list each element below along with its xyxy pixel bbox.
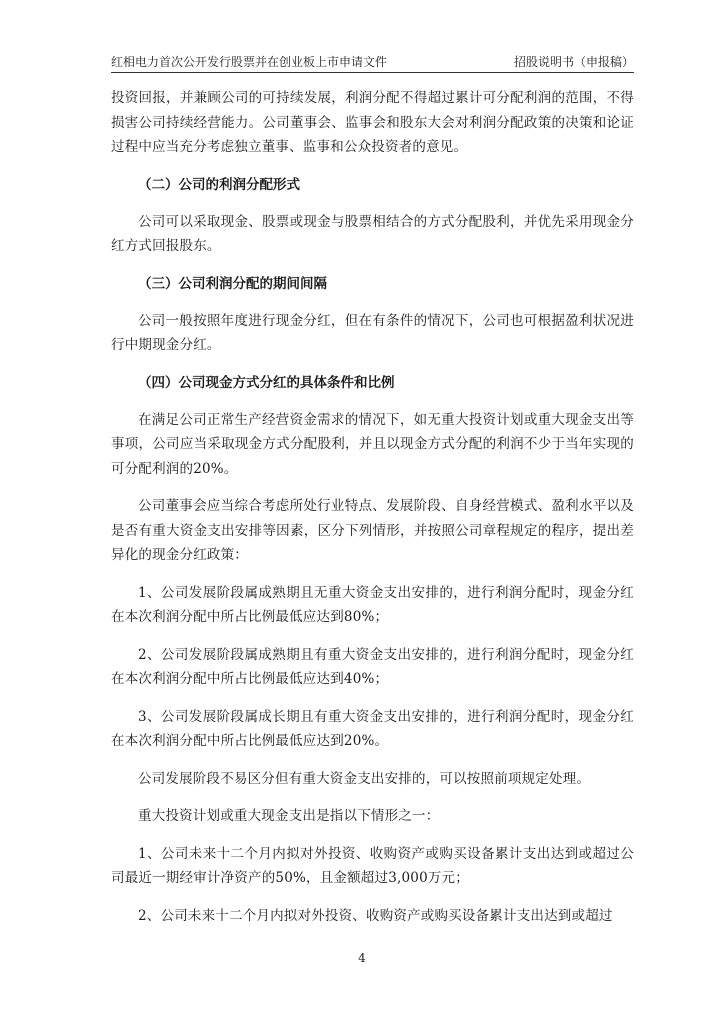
section-heading-cash-dividend-conditions: （四）公司现金方式分红的具体条件和比例 <box>138 374 395 391</box>
paragraph: 公司可以采取现金、股票或现金与股票相结合的方式分配股利，并优先采用现金分红方式回报股东。 <box>111 213 634 254</box>
header-document-type: 招股说明书（申报稿） <box>513 55 634 69</box>
list-item: 3、公司发展阶段属成长期且有重大资金支出安排的，进行利润分配时，现金分红在本次利润分配中所占比例最低应达到20%。 <box>111 708 634 749</box>
page-number: 4 <box>358 951 366 965</box>
header-document-title: 红相电力首次公开发行股票并在创业板上市申请文件 <box>111 55 388 69</box>
header-divider <box>111 72 634 73</box>
section-heading-distribution-interval: （三）公司利润分配的期间间隔 <box>138 275 327 292</box>
paragraph-continuation: 投资回报，并兼顾公司的可持续发展，利润分配不得超过累计可分配利润的范围，不得损害公司持续经营能力。公司董事会、监事会和股东大会对利润分配政策的决策和论证过程中应当充分考虑独立董事、监事和公众投资者的意见。 <box>111 90 634 155</box>
section-heading-profit-distribution-form: （二）公司的利润分配形式 <box>138 176 300 193</box>
page-header <box>111 52 634 70</box>
paragraph: 公司一般按照年度进行现金分红，但在有条件的情况下，公司也可根据盈利状况进行中期现金分红。 <box>111 312 634 353</box>
paragraph: 公司发展阶段不易区分但有重大资金支出安排的，可以按照前项规定处理。 <box>138 770 591 787</box>
list-item: 2、公司发展阶段属成熟期且有重大资金支出安排的，进行利润分配时，现金分红在本次利润分配中所占比例最低应达到40%； <box>111 646 634 687</box>
paragraph: 在满足公司正常生产经营资金需求的情况下，如无重大投资计划或重大现金支出等事项，公司应当采取现金方式分配股利，并且以现金方式分配的利润不少于当年实现的可分配利润的20%。 <box>111 411 634 477</box>
paragraph: 重大投资计划或重大现金支出是指以下情形之一： <box>138 808 440 824</box>
list-item: 1、公司未来十二个月内拟对外投资、收购资产或购买设备累计支出达到或超过公司最近一期经审计净资产的50%，且金额超过3,000万元； <box>111 845 634 886</box>
list-item: 2、公司未来十二个月内拟对外投资、收购资产或购买设备累计支出达到或超过 <box>138 907 613 924</box>
list-item: 1、公司发展阶段属成熟期且无重大资金支出安排的，进行利润分配时，现金分红在本次利润分配中所占比例最低应达到80%； <box>111 584 634 625</box>
paragraph: 公司董事会应当综合考虑所处行业特点、发展阶段、自身经营模式、盈利水平以及是否有重大资金支出安排等因素，区分下列情形，并按照公司章程规定的程序，提出差异化的现金分红政策： <box>111 498 634 563</box>
document-body <box>111 86 634 941</box>
